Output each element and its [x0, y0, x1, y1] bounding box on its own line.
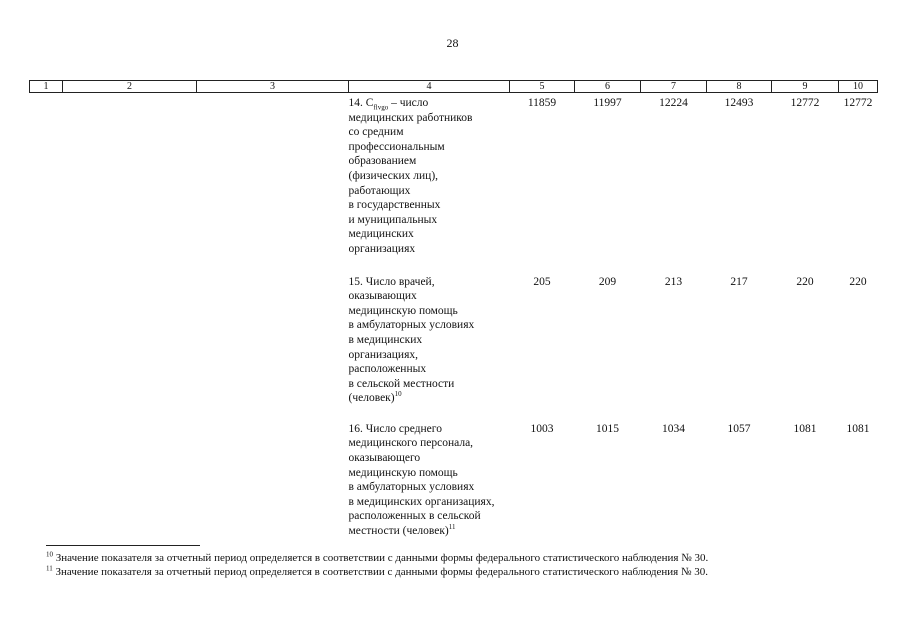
footnote-11 — [46, 566, 708, 578]
indicator-cell — [349, 257, 510, 406]
indicator-subscript: flvgo — [373, 103, 389, 112]
table-row — [30, 93, 878, 257]
indicator-text: организациях — [348, 242, 416, 255]
column-header: 7 — [641, 81, 707, 93]
value-cell: 12224 — [659, 97, 688, 109]
indicator-text: (человек) — [348, 392, 395, 405]
value-cell: 1003 — [530, 422, 554, 435]
column-header: 9 — [772, 81, 839, 93]
empty-cell — [30, 93, 63, 257]
indicator-line — [349, 422, 510, 437]
indicator-text: в амбулаторных условиях — [348, 481, 475, 494]
indicator-line — [349, 436, 510, 451]
footnote-separator — [46, 545, 200, 546]
empty-cell — [63, 257, 197, 406]
column-header: 5 — [510, 81, 575, 93]
indicator-line — [349, 198, 510, 213]
column-header: 10 — [839, 81, 878, 93]
value-cell: 12772 — [843, 97, 873, 109]
indicator-line — [349, 509, 510, 524]
indicator-text: (физических лиц), — [348, 169, 439, 182]
column-header: 2 — [63, 81, 197, 93]
column-header: 8 — [707, 81, 772, 93]
empty-cell — [63, 93, 197, 257]
footnote-10 — [46, 552, 708, 564]
value-cell: 12493 — [724, 97, 754, 109]
indicator-text: и муниципальных — [348, 213, 438, 226]
value-cell: 217 — [730, 275, 748, 288]
indicator-text: в амбулаторных условиях — [348, 319, 475, 332]
indicator-text: со средним — [348, 126, 404, 139]
indicator-line — [349, 304, 510, 319]
empty-cell — [30, 406, 63, 539]
indicator-cell — [349, 406, 510, 539]
indicator-text: оказывающего — [348, 452, 421, 465]
footnote-text: Значение показателя за отчетный период определяется в соответствии с данными формы федерального статистического наблюдения № 30. — [52, 566, 708, 578]
footnote-reference: 10 — [394, 390, 402, 399]
footnote-reference: 11 — [448, 523, 456, 532]
indicator-text: медицинского персонала, — [348, 437, 474, 450]
empty-cell — [197, 257, 349, 406]
column-header: 4 — [349, 81, 510, 93]
indicator-line — [349, 495, 510, 510]
value-cell: 1034 — [662, 422, 685, 435]
indicator-line — [349, 451, 510, 466]
indicator-text: оказывающих — [348, 290, 417, 303]
page-number: 28 — [446, 36, 459, 50]
indicator-text: медицинскую помощь — [348, 304, 458, 317]
empty-cell — [197, 93, 349, 257]
indicator-line — [349, 466, 510, 481]
indicator-text: в медицинских — [348, 333, 423, 346]
value-cell: 12772 — [790, 97, 820, 109]
indicator-line — [349, 333, 510, 348]
indicator-text: в государственных — [348, 199, 441, 212]
indicator-line — [349, 169, 510, 184]
table-row — [30, 257, 878, 406]
indicator-prefix: 14. C — [348, 97, 374, 109]
indicator-text: – число — [388, 97, 429, 109]
empty-cell — [63, 406, 197, 539]
value-cell: 220 — [849, 275, 867, 288]
indicators-table — [29, 80, 878, 539]
indicator-text: расположенных в сельской — [348, 510, 481, 523]
indicator-line — [349, 391, 510, 406]
column-header: 1 — [30, 81, 63, 93]
indicator-line — [349, 184, 510, 199]
indicator-text: расположенных — [348, 363, 427, 376]
indicator-text: образованием — [348, 155, 417, 168]
indicator-text: работающих — [348, 184, 411, 197]
indicator-line — [349, 275, 510, 290]
value-cell: 205 — [533, 275, 551, 288]
column-header: 3 — [197, 81, 349, 93]
value-cell: 209 — [598, 275, 617, 288]
value-cell: 11859 — [527, 97, 557, 109]
indicator-cell — [349, 93, 510, 257]
indicator-text: 15. Число врачей, — [348, 275, 435, 288]
indicator-line — [349, 480, 510, 495]
indicator-text: местности (человек) — [348, 525, 449, 538]
indicator-line — [349, 348, 510, 363]
footnote-mark: 11 — [46, 564, 53, 573]
value-cell: 213 — [664, 275, 683, 288]
indicator-line — [349, 242, 510, 257]
empty-cell — [30, 257, 63, 406]
indicator-text: в сельской местности — [348, 377, 455, 390]
indicator-line — [349, 362, 510, 377]
indicator-line — [349, 125, 510, 140]
indicator-text: профессиональным — [348, 140, 445, 153]
indicator-text: 16. Число среднего — [348, 422, 442, 435]
table-row — [30, 406, 878, 539]
indicator-line — [349, 377, 510, 392]
value-cell: 1081 — [846, 422, 870, 435]
empty-cell — [197, 406, 349, 539]
indicator-title-line — [349, 96, 510, 111]
indicator-text: медицинских — [348, 228, 414, 241]
value-cell: 1081 — [793, 422, 817, 435]
indicator-line — [349, 227, 510, 242]
value-cell: 1015 — [596, 422, 619, 435]
indicator-line — [349, 213, 510, 228]
column-number-header — [30, 81, 878, 93]
indicator-line — [349, 524, 510, 539]
indicator-text: организациях, — [348, 348, 418, 361]
indicator-line — [349, 154, 510, 169]
footnote-mark: 10 — [46, 550, 53, 559]
indicator-text: в медицинских организациях, — [348, 495, 495, 508]
indicator-line — [349, 318, 510, 333]
footnote-text: Значение показателя за отчетный период определяется в соответствии с данными формы федерального статистического наблюдения № 30. — [53, 552, 709, 564]
value-cell: 11997 — [593, 97, 622, 109]
indicator-text: медицинских работников — [348, 111, 473, 124]
column-header: 6 — [575, 81, 641, 93]
indicator-line — [349, 289, 510, 304]
value-cell: 220 — [796, 275, 814, 288]
indicator-line — [349, 111, 510, 126]
indicator-text: медицинскую помощь — [348, 466, 458, 479]
indicator-line — [349, 140, 510, 155]
value-cell: 1057 — [727, 422, 751, 435]
